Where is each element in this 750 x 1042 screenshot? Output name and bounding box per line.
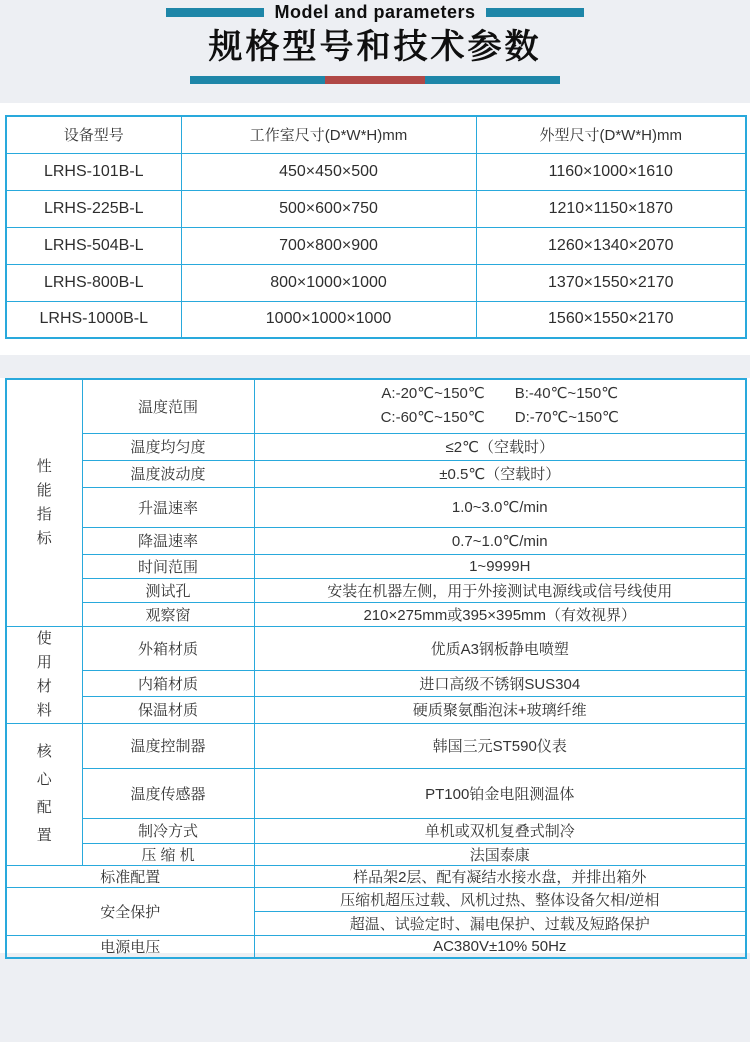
group-cell-core [6, 723, 82, 865]
right-accent-bar [486, 8, 584, 17]
spec-row-power [6, 935, 746, 958]
spec-name-cell: 温度范围 [82, 379, 254, 433]
temp-range-line-1: A:-20℃~150℃ B:-40℃~150℃ [381, 385, 619, 403]
specs-table [5, 378, 747, 959]
model-row [6, 301, 746, 338]
model-row [6, 190, 746, 227]
model-row [6, 227, 746, 264]
spec-name-cell: 时间范围 [82, 554, 254, 578]
external-size-cell: 1260×1340×2070 [476, 227, 746, 264]
spec-value-cell: 法国泰康 [254, 843, 746, 865]
model-name-cell: LRHS-800B-L [6, 264, 181, 301]
spec-row-temp-range [6, 379, 746, 433]
spec-value-cell: ±0.5℃（空载时） [254, 460, 746, 487]
spec-value-cell: 1~9999H [254, 554, 746, 578]
group-label-core: 核心配置 [36, 743, 52, 844]
spec-value-cell: 样品架2层、配有凝结水接水盘，并排出箱外 [254, 865, 746, 887]
external-size-cell: 1370×1550×2170 [476, 264, 746, 301]
spec-row-cooling-rate [6, 527, 746, 554]
spec-value-cell: 压缩机超压过载、风机过热、整体设备欠相/逆相 [254, 887, 746, 911]
model-name-cell: LRHS-225B-L [6, 190, 181, 227]
divider-teal-left [190, 76, 325, 84]
spec-name-cell: 安全保护 [6, 887, 254, 935]
chamber-size-cell: 1000×1000×1000 [181, 301, 476, 338]
spec-row-insulation [6, 697, 746, 723]
spec-value-cell: 210×275mm或395×395mm（有效视界） [254, 602, 746, 626]
spec-value-cell: 硬质聚氨酯泡沫+玻璃纤维 [254, 697, 746, 723]
chamber-size-cell: 450×450×500 [181, 153, 476, 190]
chamber-size-cell: 800×1000×1000 [181, 264, 476, 301]
models-header-external-size: 外型尺寸(D*W*H)mm [476, 116, 746, 153]
external-size-cell: 1560×1550×2170 [476, 301, 746, 338]
spec-row-refrigeration [6, 818, 746, 843]
model-name-cell: LRHS-504B-L [6, 227, 181, 264]
temp-range-line-2: C:-60℃~150℃ D:-70℃~150℃ [380, 409, 619, 427]
model-row [6, 264, 746, 301]
spec-name-cell: 温度均匀度 [82, 433, 254, 460]
models-header-model: 设备型号 [6, 116, 181, 153]
spec-name-cell: 内箱材质 [82, 670, 254, 696]
divider-red-center [325, 76, 425, 84]
chamber-size-cell: 500×600×750 [181, 190, 476, 227]
models-panel [0, 103, 750, 355]
spec-name-cell: 测试孔 [82, 578, 254, 602]
group-label-materials: 使用材料 [36, 629, 52, 719]
header [0, 0, 750, 103]
models-header-chamber-size: 工作室尺寸(D*W*H)mm [181, 116, 476, 153]
chamber-size-cell: 700×800×900 [181, 227, 476, 264]
model-row [6, 153, 746, 190]
spec-value-cell: 韩国三元ST590仪表 [254, 723, 746, 768]
spec-row-controller [6, 723, 746, 768]
spec-name-cell: 标准配置 [6, 865, 254, 887]
external-size-cell: 1210×1150×1870 [476, 190, 746, 227]
group-cell-performance [6, 379, 82, 626]
external-size-cell: 1160×1000×1610 [476, 153, 746, 190]
page-title: 规格型号和技术参数 [208, 28, 542, 66]
models-header-row [6, 116, 746, 153]
spec-name-cell: 压 缩 机 [82, 843, 254, 865]
spec-value-cell: 优质A3钢板静电喷塑 [254, 626, 746, 670]
spec-value-cell: ≤2℃（空载时） [254, 433, 746, 460]
section-gap [0, 355, 750, 378]
spec-name-cell: 降温速率 [82, 527, 254, 554]
spec-value-cell: PT100铂金电阻测温体 [254, 768, 746, 818]
spec-value-cell: 单机或双机复叠式制冷 [254, 818, 746, 843]
spec-value-cell [254, 379, 746, 433]
specs-panel [0, 378, 750, 956]
spec-row-fluctuation [6, 460, 746, 487]
models-table [5, 115, 747, 339]
spec-value-cell: 超温、试验定时、漏电保护、过载及短路保护 [254, 911, 746, 935]
divider-teal-right [425, 76, 560, 84]
spec-value-cell: 进口高级不锈钢SUS304 [254, 670, 746, 696]
spec-name-cell: 保温材质 [82, 697, 254, 723]
spec-row-inner-box [6, 670, 746, 696]
spec-row-time-range [6, 554, 746, 578]
spec-value-cell: 0.7~1.0℃/min [254, 527, 746, 554]
left-accent-bar [166, 8, 264, 17]
spec-row-compressor [6, 843, 746, 865]
spec-name-cell: 制冷方式 [82, 818, 254, 843]
spec-name-cell: 温度控制器 [82, 723, 254, 768]
group-cell-materials [6, 626, 82, 723]
spec-value-cell: AC380V±10% 50Hz [254, 935, 746, 958]
spec-name-cell: 观察窗 [82, 602, 254, 626]
spec-name-cell: 电源电压 [6, 935, 254, 958]
model-name-cell: LRHS-1000B-L [6, 301, 181, 338]
spec-row-outer-box [6, 626, 746, 670]
spec-row-heating-rate [6, 487, 746, 527]
spec-row-sensor [6, 768, 746, 818]
spec-row-safety-1 [6, 887, 746, 911]
spec-row-uniformity [6, 433, 746, 460]
spec-row-standard-config [6, 865, 746, 887]
spec-row-window [6, 602, 746, 626]
model-name-cell: LRHS-101B-L [6, 153, 181, 190]
group-label-performance: 性能指标 [36, 457, 52, 547]
spec-row-test-hole [6, 578, 746, 602]
spec-name-cell: 温度传感器 [82, 768, 254, 818]
spec-value-cell: 1.0~3.0℃/min [254, 487, 746, 527]
spec-value-cell: 安装在机器左侧，用于外接测试电源线或信号线使用 [254, 578, 746, 602]
title-divider-bar [190, 76, 560, 84]
english-subtitle-row [0, 2, 750, 23]
spec-name-cell: 外箱材质 [82, 626, 254, 670]
spec-name-cell: 升温速率 [82, 487, 254, 527]
english-subtitle: Model and parameters [274, 2, 476, 22]
spec-name-cell: 温度波动度 [82, 460, 254, 487]
